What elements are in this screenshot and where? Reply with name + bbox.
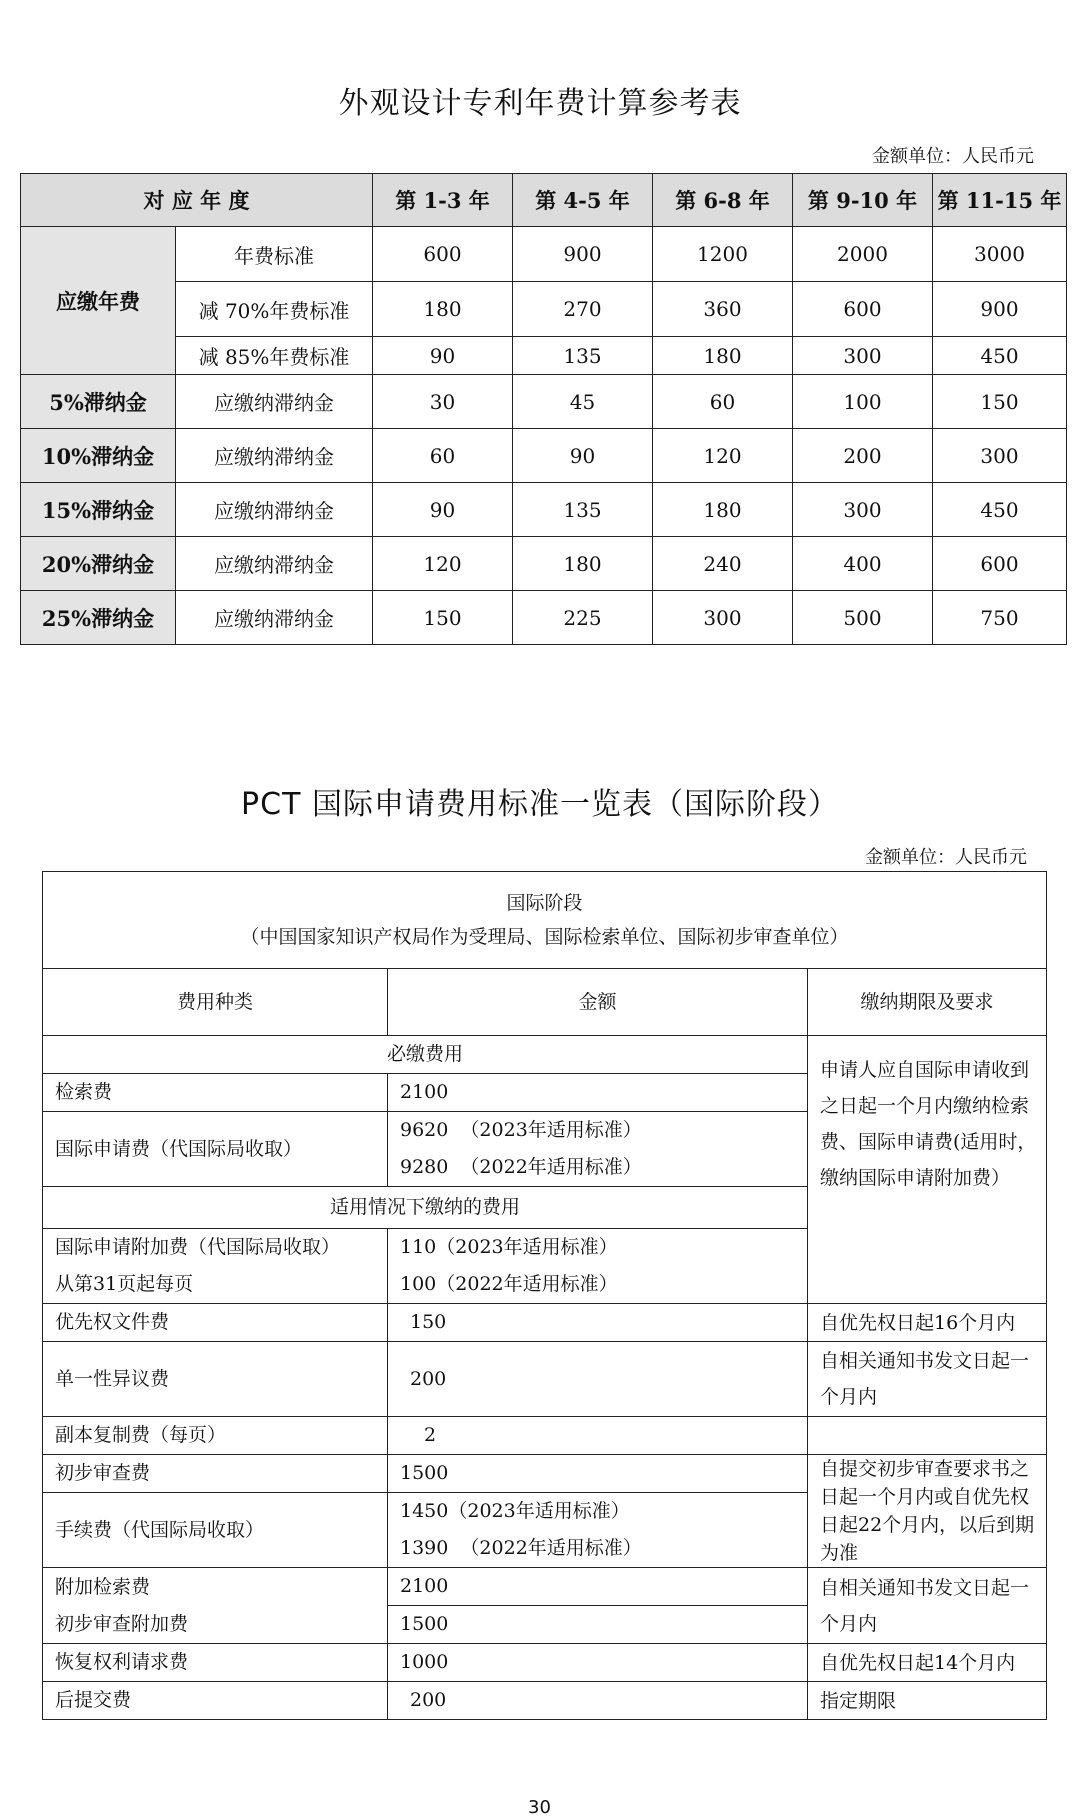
- value-cell: 450: [933, 337, 1067, 375]
- required-note: 申请人应自国际申请收到之日起一个月内缴纳检索费、国际申请费(适用时，缴纳国际申请附加费）: [808, 1036, 1047, 1304]
- value-cell: 180: [653, 337, 793, 375]
- page-number: 30: [528, 1797, 551, 1818]
- fee-name: 优先权文件费: [43, 1304, 388, 1342]
- fee-amount-line: 1390 （2022年适用标准）: [400, 1537, 642, 1559]
- fee-amount-line: 1450（2023年适用标准）: [400, 1500, 630, 1522]
- stage-subtitle: （中国国家知识产权局作为受理局、国际检索单位、国际初步审查单位）: [240, 926, 849, 948]
- value-cell: 300: [933, 429, 1067, 483]
- fee-note: [808, 1417, 1047, 1455]
- value-cell: 120: [373, 537, 513, 591]
- header-cell: 第 1-3 年: [373, 174, 513, 227]
- value-cell: 300: [653, 591, 793, 645]
- row-label: 应缴纳滞纳金: [176, 375, 373, 429]
- stage-title: 国际阶段: [506, 892, 583, 914]
- value-cell: 225: [513, 591, 653, 645]
- table2-unit: 金额单位：人民币元: [865, 847, 1027, 868]
- value-cell: 60: [653, 375, 793, 429]
- header-cell: 第 9-10 年: [793, 174, 933, 227]
- value-cell: 120: [653, 429, 793, 483]
- column-header: 缴纳期限及要求: [808, 969, 1047, 1036]
- late-rate-label: 20%滞纳金: [21, 537, 176, 591]
- row-label: 应缴纳滞纳金: [176, 591, 373, 645]
- fee-name-line: 初步审查附加费: [55, 1612, 189, 1635]
- table-row: [43, 1036, 1047, 1074]
- table-row: [43, 1644, 1047, 1682]
- table-row: [21, 429, 1067, 483]
- table-row: [43, 872, 1047, 969]
- fee-name: 手续费（代国际局收取）: [43, 1493, 388, 1568]
- fee-amount: 2: [388, 1417, 808, 1455]
- table-row: [43, 1304, 1047, 1342]
- value-cell: 90: [513, 429, 653, 483]
- fee-amount: [388, 1493, 808, 1568]
- value-cell: 240: [653, 537, 793, 591]
- table1-title: 外观设计专利年费计算参考表: [338, 86, 742, 121]
- header-cell: 对 应 年 度: [21, 174, 373, 227]
- table-row: [21, 483, 1067, 537]
- fee-note: 自相关通知书发文日起一个月内: [808, 1568, 1047, 1644]
- fee-name-line: 附加检索费: [55, 1575, 151, 1598]
- value-cell: 135: [513, 337, 653, 375]
- column-header: 金额: [388, 969, 808, 1036]
- value-cell: 180: [373, 282, 513, 337]
- value-cell: 150: [933, 375, 1067, 429]
- value-cell: 600: [933, 537, 1067, 591]
- fee-name: 检索费: [43, 1074, 388, 1112]
- table-row: [21, 337, 1067, 375]
- fee-name: 恢复权利请求费: [43, 1644, 388, 1682]
- value-cell: 300: [793, 483, 933, 537]
- fee-amount: 200: [388, 1682, 808, 1720]
- value-cell: 150: [373, 591, 513, 645]
- prelim-note: 自提交初步审查要求书之日起一个月内或自优先权日起22个月内，以后到期为准: [808, 1455, 1047, 1568]
- value-cell: 900: [513, 227, 653, 282]
- fee-note: 自相关通知书发文日起一个月内: [808, 1342, 1047, 1417]
- section-label: 必缴费用: [43, 1036, 808, 1074]
- fee-amount-line: 100（2022年适用标准）: [400, 1273, 618, 1295]
- value-cell: 270: [513, 282, 653, 337]
- row-label: 应缴纳滞纳金: [176, 537, 373, 591]
- value-cell: 500: [793, 591, 933, 645]
- fee-name-line: 国际申请附加费（代国际局收取）: [55, 1236, 341, 1258]
- value-cell: 300: [793, 337, 933, 375]
- value-cell: 45: [513, 375, 653, 429]
- value-cell: 900: [933, 282, 1067, 337]
- annual-fee-table: [20, 173, 1067, 645]
- fee-amount-line: 9620 （2023年适用标准）: [400, 1119, 642, 1141]
- row-label: 减 85%年费标准: [176, 337, 373, 375]
- header-cell: 第 6-8 年: [653, 174, 793, 227]
- fee-name: 副本复制费（每页）: [43, 1417, 388, 1455]
- fee-amount: 150: [388, 1304, 808, 1342]
- fee-name: 国际申请费（代国际局收取）: [43, 1112, 388, 1187]
- fee-amount: [388, 1229, 808, 1304]
- value-cell: 600: [793, 282, 933, 337]
- fee-name: 单一性异议费: [43, 1342, 388, 1417]
- fee-amount: 1000: [388, 1644, 808, 1682]
- table-row: [43, 1417, 1047, 1455]
- value-cell: 360: [653, 282, 793, 337]
- fee-amount: 2100: [388, 1074, 808, 1112]
- value-cell: 600: [373, 227, 513, 282]
- section-label: 适用情况下缴纳的费用: [43, 1187, 808, 1229]
- fee-name: [43, 1568, 388, 1644]
- late-rate-label: 10%滞纳金: [21, 429, 176, 483]
- fee-amount: 1500: [388, 1606, 808, 1644]
- row-label: 年费标准: [176, 227, 373, 282]
- table2-title: PCT 国际申请费用标准一览表（国际阶段）: [241, 787, 839, 822]
- row-label: 减 70%年费标准: [176, 282, 373, 337]
- column-header: 费用种类: [43, 969, 388, 1036]
- value-cell: 750: [933, 591, 1067, 645]
- table-row: [43, 1455, 1047, 1493]
- value-cell: 90: [373, 337, 513, 375]
- value-cell: 200: [793, 429, 933, 483]
- table-row: [21, 174, 1067, 227]
- fee-amount-line: 110（2023年适用标准）: [400, 1236, 618, 1258]
- value-cell: 135: [513, 483, 653, 537]
- pct-fee-table: [42, 871, 1047, 1720]
- value-cell: 60: [373, 429, 513, 483]
- table-row: [21, 591, 1067, 645]
- value-cell: 90: [373, 483, 513, 537]
- fee-amount: [388, 1112, 808, 1187]
- header-cell: 第 4-5 年: [513, 174, 653, 227]
- fee-amount-line: 9280 （2022年适用标准）: [400, 1156, 642, 1178]
- fee-amount: 1500: [388, 1455, 808, 1493]
- stage-header: [43, 872, 1047, 969]
- group-label: 应缴年费: [21, 227, 176, 375]
- value-cell: 100: [793, 375, 933, 429]
- value-cell: 450: [933, 483, 1067, 537]
- late-rate-label: 5%滞纳金: [21, 375, 176, 429]
- value-cell: 2000: [793, 227, 933, 282]
- table-row: [21, 282, 1067, 337]
- fee-note: 指定期限: [808, 1682, 1047, 1720]
- late-rate-label: 25%滞纳金: [21, 591, 176, 645]
- table-row: [21, 537, 1067, 591]
- value-cell: 180: [653, 483, 793, 537]
- table-row: [21, 375, 1067, 429]
- fee-name: [43, 1229, 388, 1304]
- value-cell: 1200: [653, 227, 793, 282]
- table-row: [43, 1682, 1047, 1720]
- table-row: [43, 1568, 1047, 1606]
- fee-note: 自优先权日起14个月内: [808, 1644, 1047, 1682]
- late-rate-label: 15%滞纳金: [21, 483, 176, 537]
- header-cell: 第 11-15 年: [933, 174, 1067, 227]
- fee-amount: 2100: [388, 1568, 808, 1606]
- value-cell: 180: [513, 537, 653, 591]
- row-label: 应缴纳滞纳金: [176, 429, 373, 483]
- value-cell: 30: [373, 375, 513, 429]
- table-row: [43, 969, 1047, 1036]
- fee-name: 初步审查费: [43, 1455, 388, 1493]
- fee-note: 自优先权日起16个月内: [808, 1304, 1047, 1342]
- table-row: [21, 227, 1067, 282]
- fee-amount: 200: [388, 1342, 808, 1417]
- value-cell: 3000: [933, 227, 1067, 282]
- table1-unit: 金额单位：人民币元: [872, 146, 1034, 167]
- fee-name-line: 从第31页起每页: [55, 1273, 194, 1295]
- value-cell: 400: [793, 537, 933, 591]
- table-row: [43, 1342, 1047, 1417]
- row-label: 应缴纳滞纳金: [176, 483, 373, 537]
- fee-name: 后提交费: [43, 1682, 388, 1720]
